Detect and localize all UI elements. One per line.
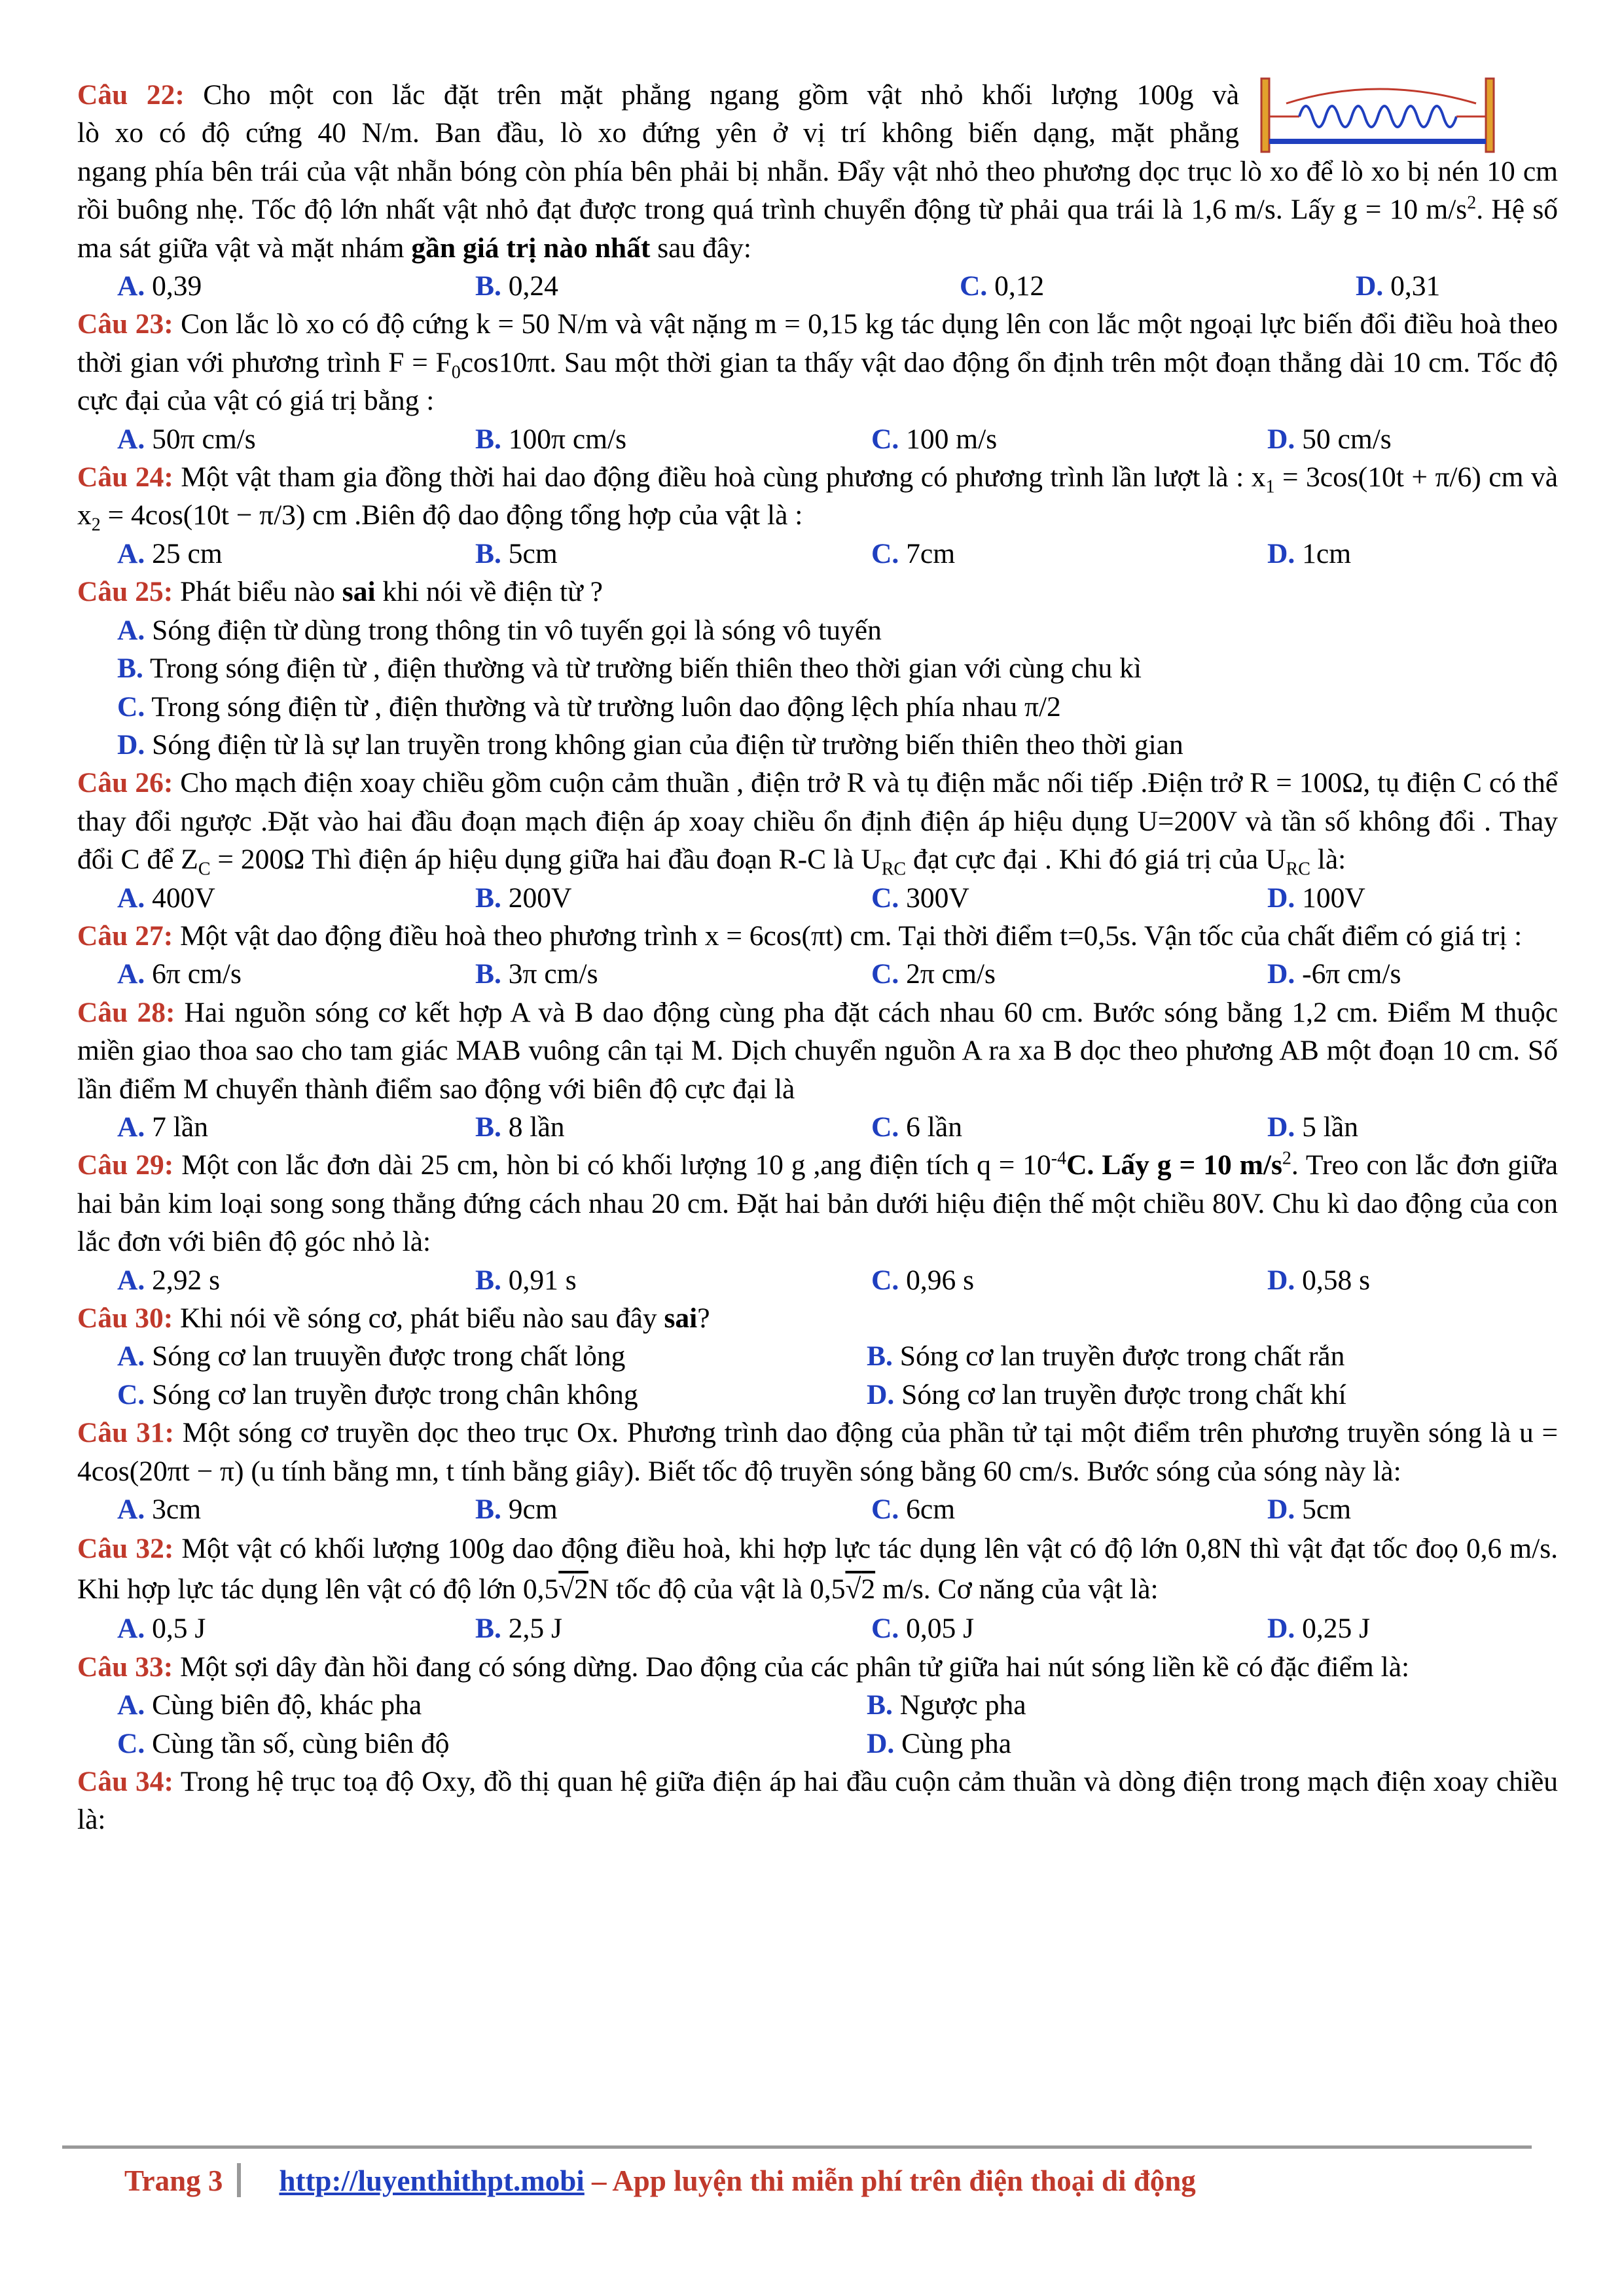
q22-line1: Câu 22: Cho một con lắc đặt trên mặt phẳng ngang gồm vật nhỏ khối lượng 100g và [77, 79, 1239, 111]
q28-body: Câu 28: Hai nguồn sóng cơ kết hợp A và B dao động cùng pha đặt cách nhau 60 cm. Bước sóng bằng 1,2 cm. Điểm M thuộc miền giao thoa sao cho tam giác MAB vuông cân tại M. Dịch chuyển nguồn A ra xa B dọc theo phương AB một đoạn 10 cm. Số lần điểm M chuyển thành điểm sao động với biên độ cực đại là [77, 996, 1559, 1105]
option-a[interactable]: A. 400V [117, 882, 215, 914]
option-d[interactable]: D. 5 lần [1267, 1111, 1358, 1143]
q25-body: Câu 25: Phát biểu nào sai khi nói về điện từ ? [77, 576, 603, 608]
option-c[interactable]: C. 7cm [871, 537, 956, 569]
option-a[interactable]: A. Cùng biên độ, khác pha [117, 1689, 422, 1721]
q31-body: Câu 31: Một sóng cơ truyền dọc theo trục Ox. Phương trình dao động của phần tử tại một điểm trên phương truyền sóng là u = 4cos(20πt − π) (u tính bằng mn, t tính bằng giây). Biết tốc độ truyền sóng bằng 60 cm/s. Bước sóng của sóng này là: [77, 1417, 1558, 1487]
site-link[interactable]: http://luyenthithpt.mobi [279, 2164, 585, 2197]
q29-body: Câu 29: Một con lắc đơn dài 25 cm, hòn bi có khối lượng 10 g ,ang điện tích $q = 10^{-4}C$. Lấy g = 10 $m/s^2$. Treo con lắc đơn giữa hai bản kim loại song song thẳng đứng cách nhau 20 cm. Đặt hai bản dưới hiệu điện thế một chiều 80V. Chu kì dao động của con lắc đơn với biên độ góc nhỏ là: [77, 1148, 1559, 1258]
option-b[interactable]: B. 2,5 J [475, 1613, 562, 1645]
option-d[interactable]: D. Cùng pha [867, 1727, 1012, 1759]
option-c[interactable]: C. Trong sóng điện từ , điện thường và từ trường luôn dao động lệch phía nhau π/2 [117, 691, 1061, 723]
q28-options [77, 1108, 1558, 1146]
option-a[interactable]: A. Sóng điện từ dùng trong thông tin vô tuyến gọi là sóng vô tuyến [117, 614, 882, 646]
option-a[interactable]: A. Sóng cơ lan truuyền được trong chất lỏng [117, 1340, 626, 1372]
q27-body: Câu 27: Một vật dao động điều hoà theo phương trình x = 6cos(πt) cm. Tại thời điểm t=0,5s. Vận tốc của chất điểm có giá trị : [77, 920, 1523, 952]
option-c[interactable]: C. Cùng tần số, cùng biên độ [117, 1727, 450, 1759]
option-c[interactable]: C. 0,12 [960, 270, 1045, 302]
q22-options [77, 267, 1558, 305]
option-b[interactable]: B. 3π cm/s [475, 958, 598, 990]
q26-body: Câu 26: Cho mạch điện xoay chiều gồm cuộn cảm thuần , điện trở R và tụ điện mắc nối tiếp .Điện trở R = 100Ω, tụ điện C có thể thay đổi ngược .Đặt vào hai đầu đoạn mạch điện áp xoay chiều ổn định điện áp hiệu dụng U=200V và tần số không đổi . Thay đổi C để $Z_C = 200\Omega$ Thì điện áp hiệu dụng giữa hai đầu đoạn R-C là $U_{RC}$ đạt cực đại . Khi đó giá trị của $U_{RC}$ là: [77, 767, 1558, 880]
footer-tagline: – App luyện thi miễn phí trên điện thoại di động [584, 2164, 1196, 2197]
option-b[interactable]: B. 0,24 [475, 270, 558, 302]
question-list [77, 76, 1558, 1839]
q32-options [77, 1609, 1558, 1647]
option-c[interactable]: C. 2π cm/s [871, 958, 996, 990]
q32-body: Câu 32: Một vật có khối lượng 100g dao động điều hoà, khi hợp lực tác dụng lên vật có độ lớn 0,8N thì vật đạt tốc đoọ 0,6 m/s. Khi hợp lực tác dụng lên vật có độ lớn 0,5√2N tốc độ của vật là 0,5√2 m/s. Cơ năng của vật là: [77, 1533, 1559, 1605]
q27-options [77, 955, 1558, 993]
q31-options [77, 1490, 1558, 1528]
option-c[interactable]: C. 300V [871, 882, 969, 914]
option-c[interactable]: C. 0,96 s [871, 1264, 975, 1296]
q34-body: Câu 34: Trong hệ trục toạ độ Oxy, đồ thị quan hệ giữa điện áp hai đầu cuộn cảm thuần và dòng điện trong mạch điện xoay chiều là: [77, 1766, 1559, 1836]
question-number: Câu 22: [77, 79, 185, 111]
option-b[interactable]: B. 5cm [475, 537, 558, 569]
option-c[interactable]: C. Sóng cơ lan truyền được trong chân không [117, 1378, 638, 1410]
footer-rule [62, 2145, 1532, 2149]
q29-options [77, 1261, 1558, 1299]
option-d[interactable]: D. Sóng điện từ là sự lan truyền trong không gian của điện từ trường biến thiên theo thời gian [117, 728, 1183, 761]
q26-options [77, 879, 1558, 917]
option-b[interactable]: B. 200V [475, 882, 572, 914]
option-a[interactable]: A. 3cm [117, 1494, 202, 1526]
q33-body: Câu 33: Một sợi dây đàn hồi đang có sóng dừng. Dao động của các phân tử giữa hai nút sóng liền kề có đặc điểm là: [77, 1651, 1410, 1683]
option-d[interactable]: D. 0,58 s [1267, 1264, 1371, 1296]
option-d[interactable]: D. 0,25 J [1267, 1613, 1371, 1645]
option-b[interactable]: B. 8 lần [475, 1111, 565, 1143]
option-d[interactable]: D. 1cm [1267, 537, 1352, 569]
q22-body: ngang phía bên trái của vật nhẵn bóng còn phía bên phải bị nhẵn. Đẩy vật nhỏ theo phương dọc trục lò xo để lò xo bị nén 10 cm rồi buông nhẹ. Tốc độ lớn nhất vật nhỏ đạt được trong quá trình chuyển động từ phải qua trái là 1,6 m/s. Lấy g = 10 $m/s^2$. Hệ số ma sát giữa vật và mặt nhám gần giá trị nào nhất sau đây: [77, 155, 1558, 264]
option-d[interactable]: D. -6π cm/s [1267, 958, 1401, 990]
q24-body: Câu 24: Một vật tham gia đồng thời hai dao động điều hoà cùng phương có phương trình lần lượt là : $x_1 = 3\cos(10t + \pi/6)$ cm và $x_2 = 4\cos(10t - \pi/3)$ cm .Biên độ dao động tổng hợp của vật là : [77, 461, 1558, 536]
option-c[interactable]: C. 0,05 J [871, 1613, 975, 1645]
q23-body: Câu 23: Con lắc lò xo có độ cứng k = 50 N/m và vật nặng m = 0,15 kg tác dụng lên con lắc một ngoại lực biến đổi điều hoà theo thời gian với phương trình $F = F_0\cos 10\pi t$. Sau một thời gian ta thấy vật dao động ổn định trên một đoạn thẳng dài 10 cm. Tốc độ cực đại của vật có giá trị bằng : [77, 308, 1559, 417]
option-b[interactable]: B. Ngược pha [867, 1689, 1026, 1721]
q23-options [77, 420, 1558, 458]
option-b[interactable]: B. Trong sóng điện từ , điện thường và từ trường biến thiên theo thời gian với cùng chu kì [117, 653, 1142, 685]
option-a[interactable]: A. 50π cm/s [117, 423, 256, 455]
option-a[interactable]: A. 7 lần [117, 1111, 208, 1143]
page-footer [124, 2163, 1196, 2198]
option-d[interactable]: D. Sóng cơ lan truyền được trong chất khí [867, 1378, 1346, 1410]
option-a[interactable]: A. 2,92 s [117, 1264, 221, 1296]
footer-divider [237, 2163, 241, 2197]
q30-options [77, 1337, 1558, 1414]
option-d[interactable]: D. 5cm [1267, 1494, 1352, 1526]
q22-line2: lò xo có độ cứng 40 N/m. Ban đầu, lò xo đứng yên ở vị trí không biến dạng, mặt phẳng [77, 117, 1239, 149]
option-a[interactable]: A. 6π cm/s [117, 958, 242, 990]
option-c[interactable]: C. 100 m/s [871, 423, 998, 455]
page-number: Trang 3 [124, 2164, 223, 2197]
q24-options [77, 535, 1558, 573]
option-a[interactable]: A. 0,39 [117, 270, 202, 302]
option-b[interactable]: B. 0,91 s [475, 1264, 577, 1296]
option-d[interactable]: D. 0,31 [1356, 270, 1441, 302]
option-b[interactable]: B. Sóng cơ lan truyền được trong chất rắn [867, 1340, 1345, 1372]
option-d[interactable]: D. 100V [1267, 882, 1365, 914]
option-c[interactable]: C. 6 lần [871, 1111, 962, 1143]
option-c[interactable]: C. 6cm [871, 1494, 956, 1526]
option-b[interactable]: B. 9cm [475, 1494, 558, 1526]
option-a[interactable]: A. 0,5 J [117, 1613, 206, 1645]
option-b[interactable]: B. 100π cm/s [475, 423, 627, 455]
q30-body: Câu 30: Khi nói về sóng cơ, phát biểu nào sau đây sai? [77, 1302, 710, 1334]
option-a[interactable]: A. 25 cm [117, 537, 223, 569]
option-d[interactable]: D. 50 cm/s [1267, 423, 1392, 455]
q33-options [77, 1686, 1558, 1763]
